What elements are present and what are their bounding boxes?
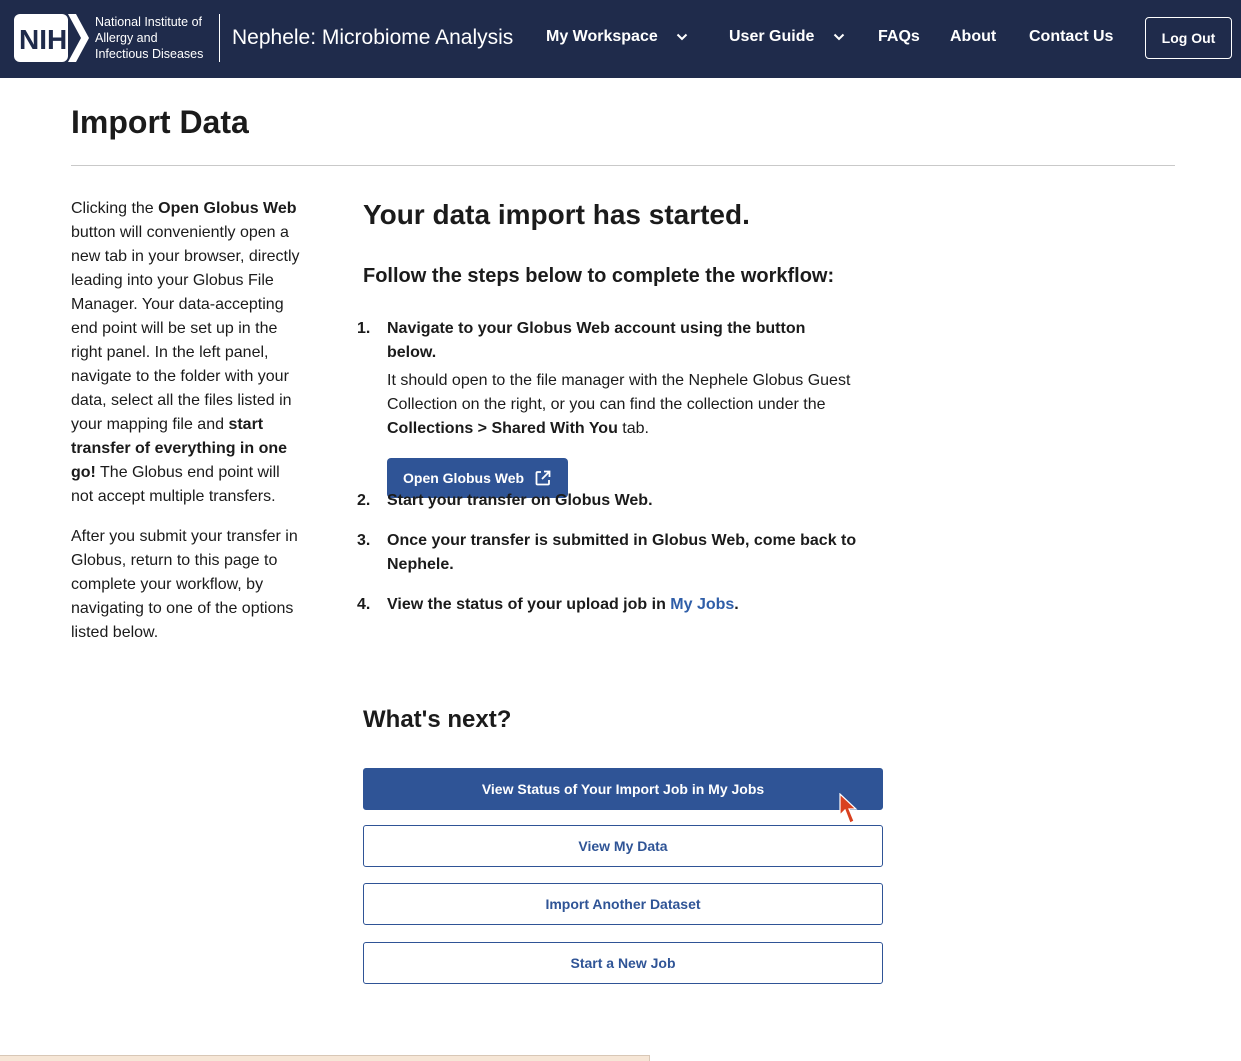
external-link-icon: [534, 469, 552, 487]
nav-my-workspace-label: My Workspace: [546, 28, 658, 45]
nav-user-guide-label: User Guide: [729, 28, 815, 45]
chevron-down-icon: [676, 33, 688, 41]
step-description-emphasis: Collections > Shared With You: [387, 420, 618, 437]
step-item: [357, 317, 857, 498]
nav-my-workspace[interactable]: [546, 27, 688, 47]
step-item: [357, 489, 857, 513]
institute-name-line: Infectious Diseases: [95, 47, 204, 61]
step-title-text: .: [734, 596, 739, 613]
nav-about[interactable]: About: [950, 28, 997, 45]
instructions-text: The Globus end point will not accept multiple transfers.: [71, 464, 280, 505]
institute-name-line: Allergy and: [95, 31, 158, 45]
title-divider: [71, 165, 1175, 166]
instructions-emphasis: start transfer of everything in one go!: [71, 416, 288, 481]
step-title: [387, 593, 857, 617]
step-number: 4.: [357, 596, 371, 613]
open-globus-web-label: Open Globus Web: [403, 470, 525, 486]
logo-divider: [219, 14, 220, 62]
nih-logo-text: NIH: [19, 24, 68, 55]
import-started-heading: Your data import has started.: [363, 199, 750, 230]
instructions-emphasis: Open Globus Web: [158, 200, 297, 217]
step-title: Once your transfer is submitted in Globus Web, come back to Nephele.: [387, 532, 857, 573]
import-another-dataset-button[interactable]: Import Another Dataset: [363, 883, 883, 925]
whats-next-heading: What's next?: [363, 706, 512, 733]
instructions-paragraph: [71, 197, 303, 509]
step-number: 3.: [357, 532, 371, 549]
institute-name: [95, 14, 215, 62]
mouse-pointer-icon: [837, 793, 861, 827]
app-title[interactable]: Nephele: Microbiome Analysis: [232, 26, 514, 49]
step-description: [387, 369, 857, 441]
nav-faqs[interactable]: FAQs: [878, 28, 920, 45]
step-item: [357, 529, 857, 577]
view-import-job-status-button[interactable]: View Status of Your Import Job in My Jobs: [363, 768, 883, 810]
step-description-text: It should open to the file manager with the Nephele Globus Guest Collection on the right, or you can find the collection under the: [387, 372, 851, 413]
start-new-job-button[interactable]: Start a New Job: [363, 942, 883, 984]
bottom-notification-edge: [0, 1055, 650, 1061]
step-number: 2.: [357, 492, 371, 509]
nih-logo[interactable]: [14, 14, 89, 62]
nav-contact-us[interactable]: Contact Us: [1029, 28, 1114, 45]
step-title: Start your transfer on Globus Web.: [387, 492, 653, 509]
log-out-button[interactable]: Log Out: [1145, 17, 1232, 59]
view-my-data-button[interactable]: View My Data: [363, 825, 883, 867]
my-jobs-link[interactable]: My Jobs: [670, 596, 735, 613]
step-title-text: View the status of your upload job in: [387, 596, 671, 613]
top-navigation-bar: [0, 0, 1241, 78]
chevron-down-icon: [833, 33, 845, 41]
instructions-text: button will conveniently open a new tab in your browser, directly leading into your Globus File Manager. Your data-accepting end point will be set up in the right panel. In the left panel, navigate to the folder with your data, select all the files listed in your mapping file and: [71, 224, 300, 433]
instructions-text: Clicking the: [71, 200, 159, 217]
nav-user-guide[interactable]: [729, 27, 845, 47]
step-description-text: tab.: [617, 420, 649, 437]
instructions-sidebar: [71, 197, 303, 645]
steps-heading: Follow the steps below to complete the workflow:: [363, 265, 835, 287]
step-number: 1.: [357, 320, 371, 337]
step-item: [357, 593, 857, 617]
instructions-paragraph: After you submit your transfer in Globus, return to this page to complete your workflow, by navigating to one of the options listed below.: [71, 528, 298, 641]
page-title: Import Data: [71, 104, 249, 140]
step-title: Navigate to your Globus Web account using the button below.: [387, 320, 806, 361]
institute-name-line: National Institute of: [95, 15, 203, 29]
main-content: [357, 197, 883, 971]
